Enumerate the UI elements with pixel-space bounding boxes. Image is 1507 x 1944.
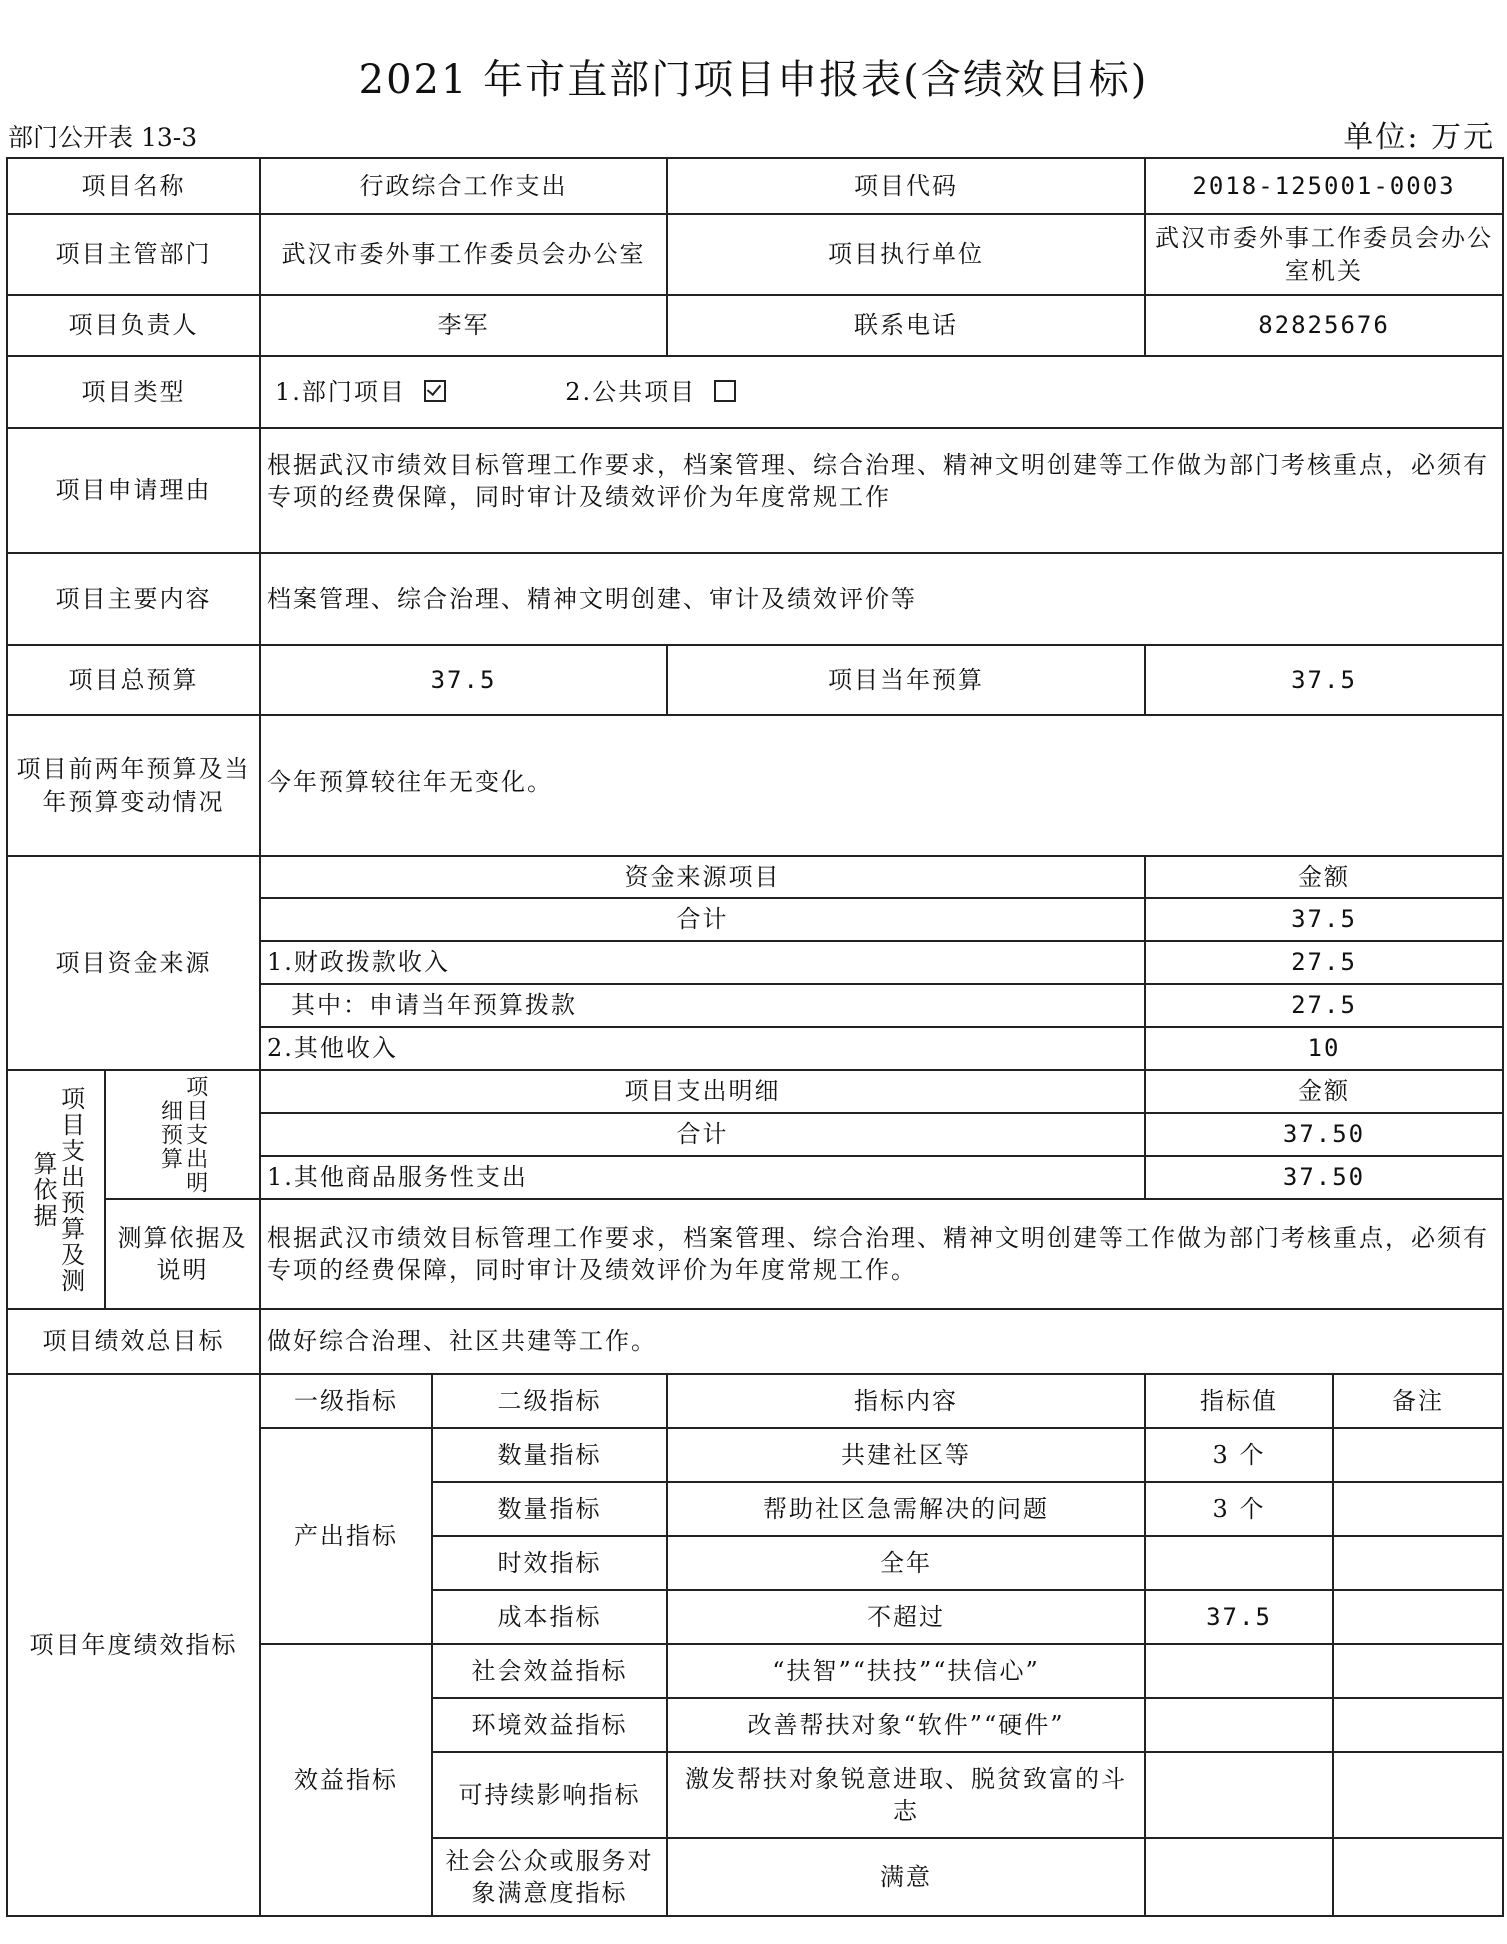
project-code-value: 2018-125001-0003 <box>1145 158 1503 214</box>
indicator-header-level1: 一级指标 <box>260 1374 432 1428</box>
benefit-indicator-label: 效益指标 <box>260 1644 432 1916</box>
year-budget-value: 37.5 <box>1145 645 1503 715</box>
funding-amount: 10 <box>1145 1027 1503 1070</box>
funding-item: 1.财政拨款收入 <box>260 941 1145 984</box>
indicator-value <box>1145 1698 1333 1752</box>
funding-item: 其中：申请当年预算拨款 <box>260 984 1145 1027</box>
phone-value: 82825676 <box>1145 295 1503 356</box>
funding-amount: 27.5 <box>1145 941 1503 984</box>
funding-col-amount: 金额 <box>1145 856 1503 898</box>
funding-item: 合计 <box>260 898 1145 941</box>
indicator-note <box>1333 1536 1503 1590</box>
indicator-level2: 数量指标 <box>432 1482 667 1536</box>
dept-value: 武汉市委外事工作委员会办公室 <box>260 214 667 295</box>
indicator-value: 3 个 <box>1145 1482 1333 1536</box>
change-label: 项目前两年预算及当年预算变动情况 <box>7 715 260 856</box>
indicator-value: 37.5 <box>1145 1590 1333 1644</box>
expense-col-amount: 金额 <box>1145 1070 1503 1113</box>
row-indicator-header <box>7 1374 1503 1428</box>
row-leader <box>7 295 1503 356</box>
expense-amount: 37.50 <box>1145 1113 1503 1156</box>
indicator-content: 共建社区等 <box>667 1428 1145 1482</box>
indicator-content: 全年 <box>667 1536 1145 1590</box>
expense-detail-label-text: 项目支出明细预算 <box>157 1074 208 1195</box>
indicator-value: 3 个 <box>1145 1428 1333 1482</box>
table-number: 部门公开表 13-3 <box>8 123 198 152</box>
row-dept <box>7 214 1503 295</box>
checkbox-dept-project[interactable] <box>424 380 446 402</box>
expense-amount: 37.50 <box>1145 1156 1503 1199</box>
basis-label: 测算依据及说明 <box>105 1199 260 1309</box>
leader-label: 项目负责人 <box>7 295 260 356</box>
indicator-note <box>1333 1644 1503 1698</box>
indicator-header-level2: 二级指标 <box>432 1374 667 1428</box>
type-options <box>260 356 1503 428</box>
expense-outer-label-text: 项目支出预算及测算依据 <box>29 1085 85 1294</box>
indicator-content: 激发帮扶对象锐意进取、脱贫致富的斗志 <box>667 1752 1145 1838</box>
unit-label: 单位: 万元 <box>1343 120 1495 155</box>
row-project-name <box>7 158 1503 214</box>
indicator-level2: 社会效益指标 <box>432 1644 667 1698</box>
type-label: 项目类型 <box>7 356 260 428</box>
indicator-value <box>1145 1838 1333 1916</box>
row-goal <box>7 1309 1503 1374</box>
row-expense-header <box>7 1070 1503 1113</box>
indicator-content: 不超过 <box>667 1590 1145 1644</box>
change-value: 今年预算较往年无变化。 <box>260 715 1503 856</box>
expense-detail-label <box>105 1070 260 1199</box>
indicator-note <box>1333 1752 1503 1838</box>
project-form-table <box>6 157 1504 1917</box>
indicator-level2: 环境效益指标 <box>432 1698 667 1752</box>
row-type <box>7 356 1503 428</box>
basis-value: 根据武汉市绩效目标管理工作要求，档案管理、综合治理、精神文明创建等工作做为部门考核重点，必须有专项的经费保障，同时审计及绩效评价为年度常规工作。 <box>260 1199 1503 1309</box>
indicator-value <box>1145 1752 1333 1838</box>
indicator-value <box>1145 1644 1333 1698</box>
funding-label: 项目资金来源 <box>7 856 260 1070</box>
funding-col-item: 资金来源项目 <box>260 856 1145 898</box>
row-basis <box>7 1199 1503 1309</box>
row-change <box>7 715 1503 856</box>
indicator-note <box>1333 1428 1503 1482</box>
indicator-content: 改善帮扶对象“软件”“硬件” <box>667 1698 1145 1752</box>
content-value: 档案管理、综合治理、精神文明创建、审计及绩效评价等 <box>260 553 1503 645</box>
total-budget-label: 项目总预算 <box>7 645 260 715</box>
indicator-level2: 社会公众或服务对象满意度指标 <box>432 1838 667 1916</box>
funding-amount: 37.5 <box>1145 898 1503 941</box>
reason-label: 项目申请理由 <box>7 428 260 553</box>
checkbox-public-project[interactable] <box>714 380 736 402</box>
indicator-level2: 可持续影响指标 <box>432 1752 667 1838</box>
indicator-note <box>1333 1698 1503 1752</box>
indicator-content: 满意 <box>667 1838 1145 1916</box>
output-indicator-label: 产出指标 <box>260 1428 432 1644</box>
row-funding-header <box>7 856 1503 898</box>
expense-item: 1.其他商品服务性支出 <box>260 1156 1145 1199</box>
indicator-value <box>1145 1536 1333 1590</box>
row-budget <box>7 645 1503 715</box>
row-reason <box>7 428 1503 553</box>
exec-value: 武汉市委外事工作委员会办公室机关 <box>1145 214 1503 295</box>
indicator-level2: 时效指标 <box>432 1536 667 1590</box>
expense-col-item: 项目支出明细 <box>260 1070 1145 1113</box>
indicator-level2: 成本指标 <box>432 1590 667 1644</box>
row-content <box>7 553 1503 645</box>
type-option-public-label: 2.公共项目 <box>565 377 697 406</box>
indicator-content: 帮助社区急需解决的问题 <box>667 1482 1145 1536</box>
type-option-dept-label: 1.部门项目 <box>275 377 406 406</box>
project-name-label: 项目名称 <box>7 158 260 214</box>
dept-label: 项目主管部门 <box>7 214 260 295</box>
year-budget-label: 项目当年预算 <box>667 645 1145 715</box>
indicator-header-content: 指标内容 <box>667 1374 1145 1428</box>
indicator-note <box>1333 1590 1503 1644</box>
indicator-header-note: 备注 <box>1333 1374 1503 1428</box>
indicator-content: “扶智”“扶技”“扶信心” <box>667 1644 1145 1698</box>
phone-label: 联系电话 <box>667 295 1145 356</box>
expense-outer-label <box>7 1070 105 1309</box>
funding-item: 2.其他收入 <box>260 1027 1145 1070</box>
indicators-label: 项目年度绩效指标 <box>7 1374 260 1916</box>
funding-amount: 27.5 <box>1145 984 1503 1027</box>
indicator-level2: 数量指标 <box>432 1428 667 1482</box>
indicator-note <box>1333 1482 1503 1536</box>
goal-label: 项目绩效总目标 <box>7 1309 260 1374</box>
total-budget-value: 37.5 <box>260 645 667 715</box>
goal-value: 做好综合治理、社区共建等工作。 <box>260 1309 1503 1374</box>
project-code-label: 项目代码 <box>667 158 1145 214</box>
project-name-value: 行政综合工作支出 <box>260 158 667 214</box>
content-label: 项目主要内容 <box>7 553 260 645</box>
expense-item: 合计 <box>260 1113 1145 1156</box>
reason-value: 根据武汉市绩效目标管理工作要求，档案管理、综合治理、精神文明创建等工作做为部门考核重点，必须有专项的经费保障，同时审计及绩效评价为年度常规工作 <box>260 428 1503 553</box>
indicator-note <box>1333 1838 1503 1916</box>
page-title: 2021 年市直部门项目申报表(含绩效目标) <box>358 57 1149 103</box>
exec-label: 项目执行单位 <box>667 214 1145 295</box>
leader-value: 李军 <box>260 295 667 356</box>
indicator-header-value: 指标值 <box>1145 1374 1333 1428</box>
